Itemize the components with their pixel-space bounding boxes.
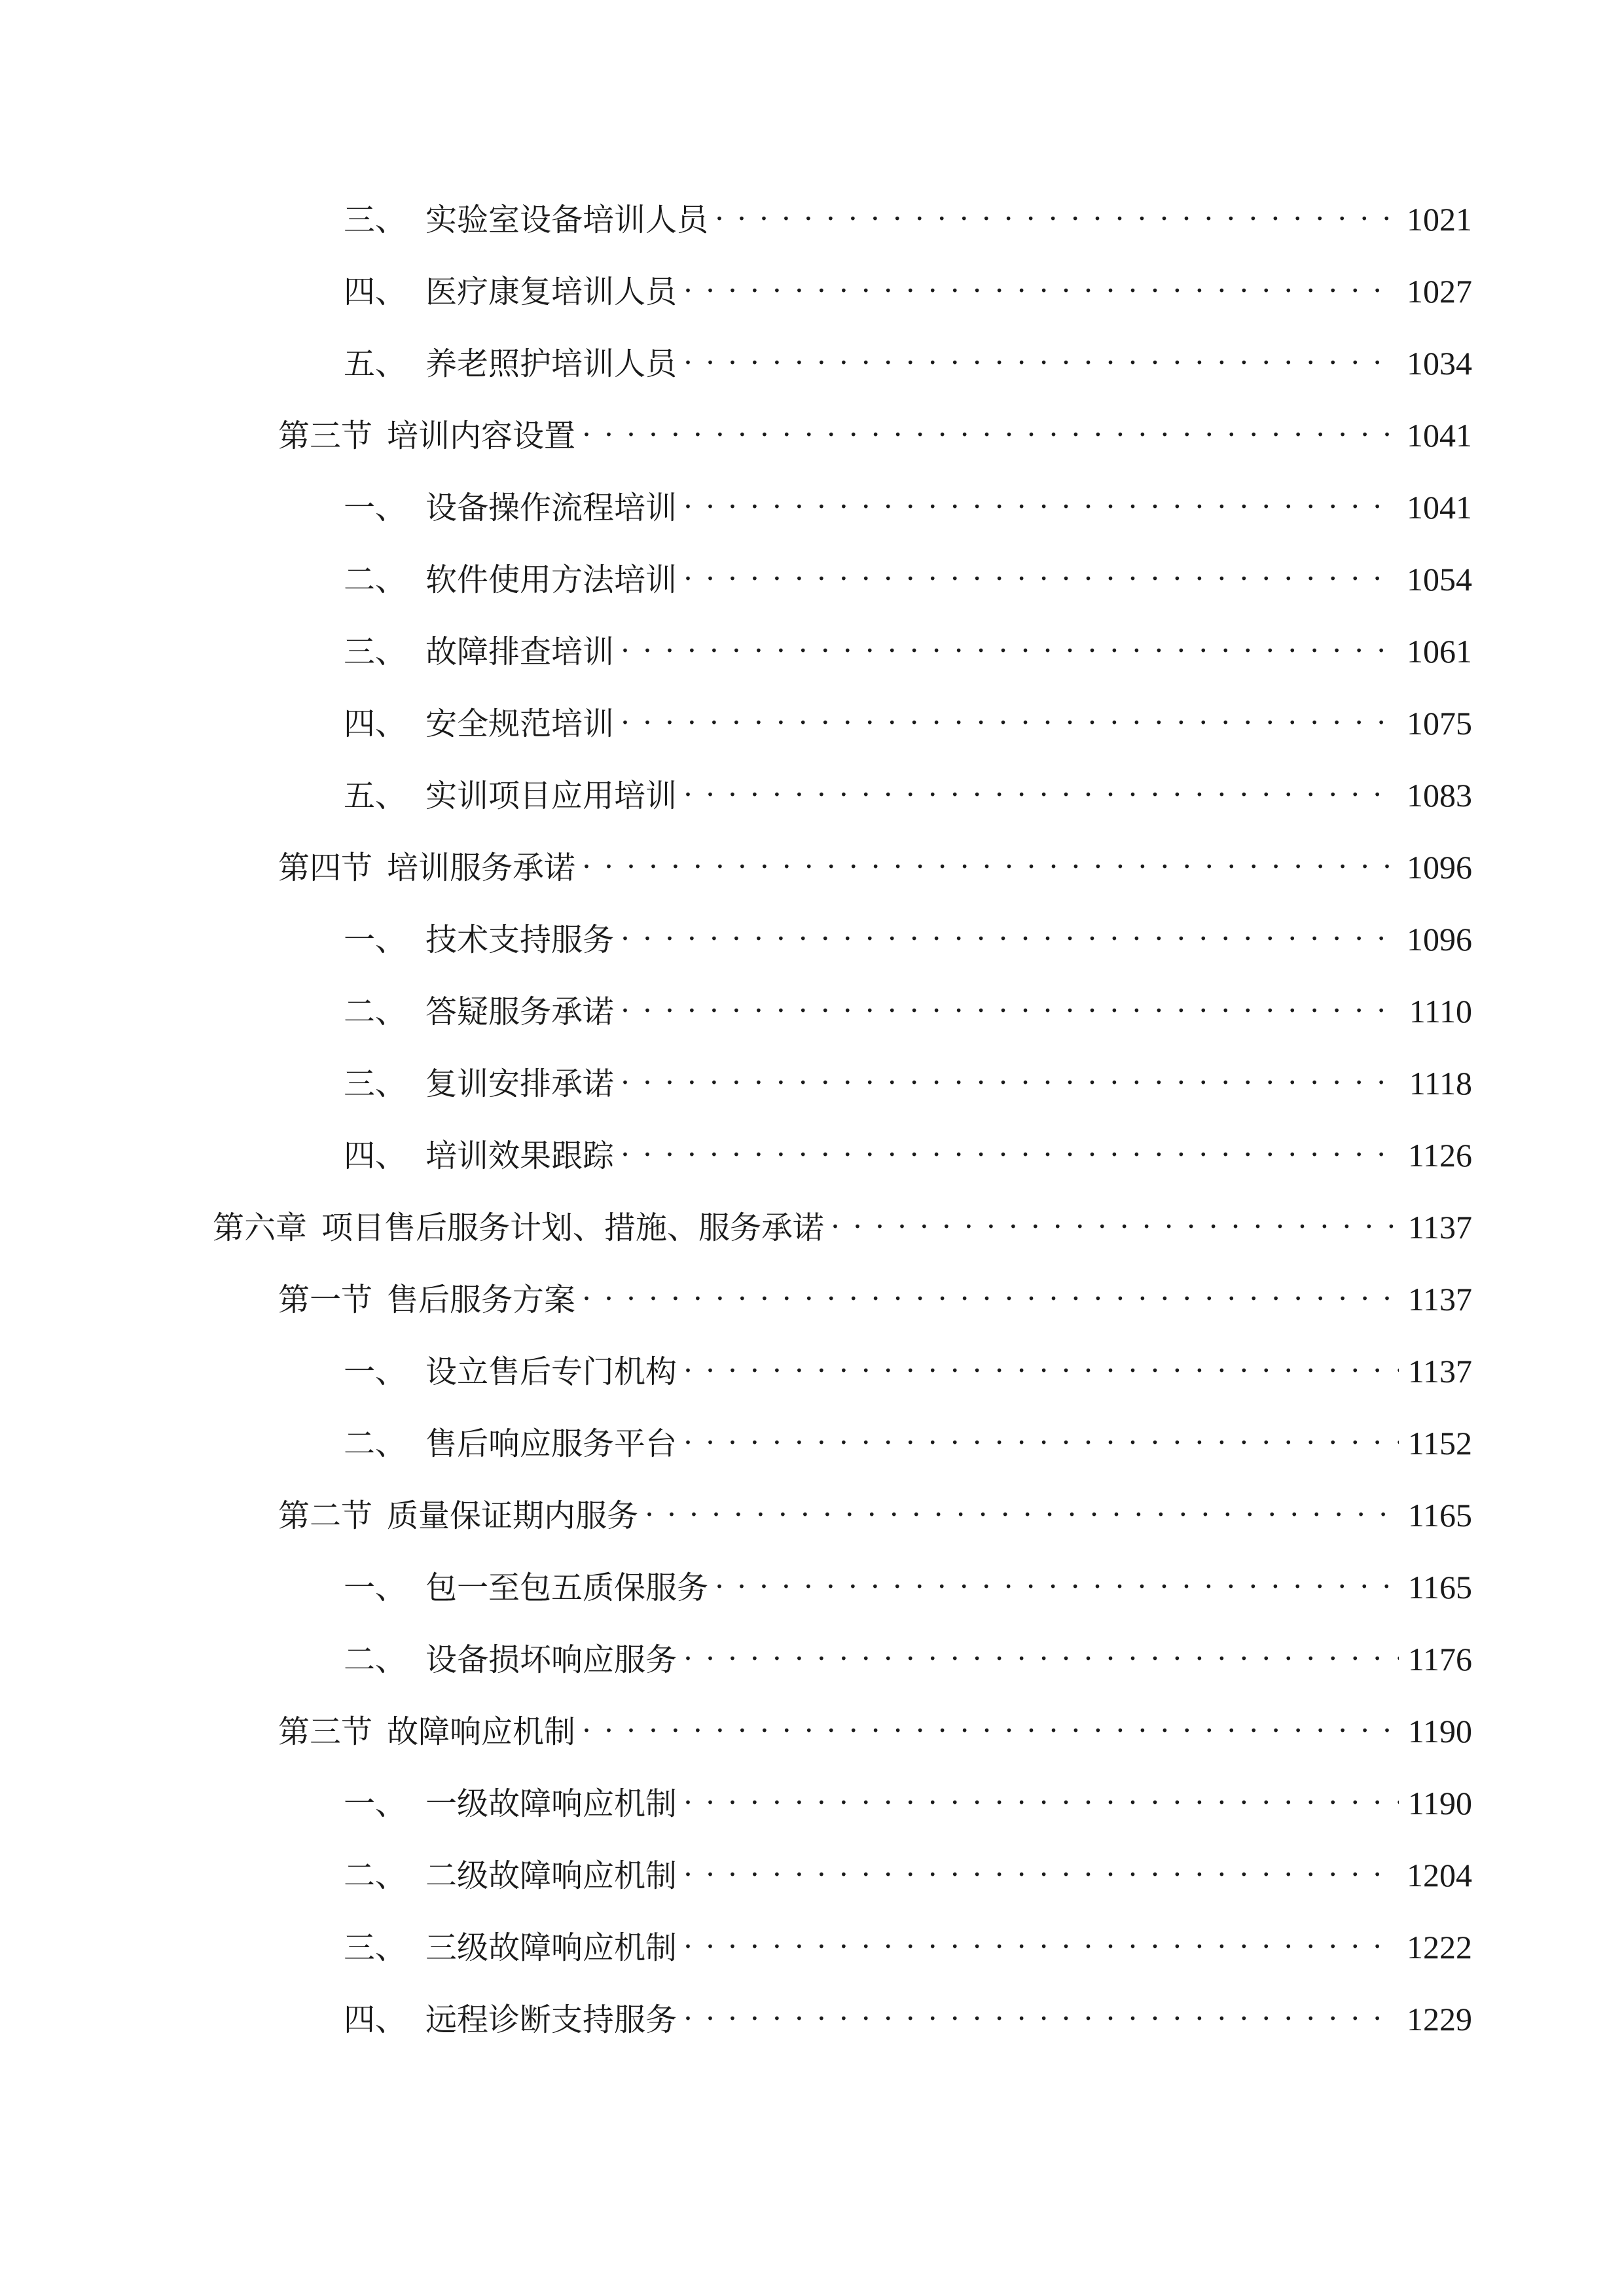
toc-entry-title: 项目售后服务计划、措施、服务承诺 <box>321 1210 825 1246</box>
toc-entry-title: 包一至包五质保服务 <box>425 1570 709 1606</box>
toc-entry-title: 远程诊断支持服务 <box>425 2001 677 2038</box>
toc-entry[interactable] <box>0 243 1624 315</box>
toc-entry-page-number: 1126 <box>1407 1137 1472 1174</box>
toc-entry-page-number: 1165 <box>1407 1569 1472 1605</box>
toc-entry[interactable] <box>0 1395 1624 1467</box>
toc-entry-row <box>278 1487 1472 1535</box>
toc-entry-number: 一、 <box>344 1354 407 1390</box>
toc-entry-number: 二、 <box>344 562 407 598</box>
toc-entry-row <box>344 1415 1472 1463</box>
toc-entry-title: 二级故障响应机制 <box>425 1857 677 1894</box>
dot-leader <box>683 1631 1399 1670</box>
toc-entry-page-number: 1041 <box>1407 489 1472 526</box>
toc-entry[interactable] <box>0 171 1624 243</box>
toc-entry-page-number: 1137 <box>1407 1353 1472 1390</box>
toc-entry-title: 软件使用方法培训 <box>425 562 677 598</box>
toc-entry-number: 第二节 <box>278 1498 373 1534</box>
dot-leader <box>582 407 1398 446</box>
toc-entry-title: 培训服务承诺 <box>387 850 576 886</box>
toc-entry-title: 售后服务方案 <box>387 1282 576 1318</box>
toc-entry-page-number: 1222 <box>1407 1929 1472 1965</box>
toc-entry-number: 一、 <box>344 490 407 526</box>
toc-entry-title: 养老照护培训人员 <box>425 346 677 382</box>
dot-leader <box>582 839 1398 878</box>
dot-leader <box>715 1559 1399 1598</box>
toc-entry[interactable] <box>0 1899 1624 1971</box>
dot-leader <box>621 1055 1400 1094</box>
toc-entry[interactable] <box>0 387 1624 459</box>
toc-entry-row <box>278 1271 1472 1319</box>
toc-entry-page-number: 1176 <box>1407 1641 1472 1677</box>
toc-entry-title: 设备操作流程培训 <box>425 490 677 526</box>
toc-entry-row <box>344 1631 1472 1679</box>
toc-entry-row <box>344 1991 1472 2039</box>
toc-entry-page-number: 1190 <box>1407 1713 1472 1749</box>
toc-entry[interactable] <box>0 1179 1624 1251</box>
toc-entry[interactable] <box>0 1827 1624 1899</box>
dot-leader <box>621 983 1400 1022</box>
toc-entry-title: 复训安排承诺 <box>425 1066 615 1102</box>
toc-entry-title: 设立售后专门机构 <box>425 1354 677 1390</box>
toc-entry-number: 四、 <box>344 1138 407 1174</box>
dot-leader <box>831 1199 1399 1238</box>
toc-entry-row <box>344 1919 1472 1967</box>
toc-entry-number: 三、 <box>344 1929 407 1966</box>
dot-leader <box>683 263 1398 302</box>
toc-entry-number: 五、 <box>344 346 407 382</box>
toc-entry[interactable] <box>0 747 1624 819</box>
toc-entry-row <box>278 839 1472 888</box>
toc-entry[interactable] <box>0 603 1624 675</box>
toc-entry-title: 一级故障响应机制 <box>425 1785 677 1822</box>
toc-entry-row <box>278 1703 1472 1751</box>
dot-leader <box>683 335 1398 374</box>
dot-leader <box>683 767 1398 806</box>
toc-entry-number: 二、 <box>344 994 407 1030</box>
toc-entry-page-number: 1204 <box>1407 1857 1472 1893</box>
toc-entry-number: 四、 <box>344 2001 407 2038</box>
toc-entry-number: 一、 <box>344 1785 407 1822</box>
toc-entry-row <box>344 479 1472 528</box>
toc-entry-number: 二、 <box>344 1641 407 1678</box>
toc-entry-title: 医疗康复培训人员 <box>425 274 677 310</box>
toc-entry-page-number: 1190 <box>1407 1785 1472 1821</box>
toc-entry[interactable] <box>0 1323 1624 1395</box>
toc-entry-page-number: 1034 <box>1407 345 1472 382</box>
dot-leader <box>683 1343 1399 1382</box>
toc-entry[interactable] <box>0 1035 1624 1107</box>
toc-entry-title: 培训效果跟踪 <box>425 1138 615 1174</box>
toc-entry-number: 四、 <box>344 274 407 310</box>
toc-entry-row <box>213 1199 1472 1247</box>
toc-entry-number: 第四节 <box>278 850 373 886</box>
dot-leader <box>582 1271 1399 1310</box>
toc-entry-row <box>344 1127 1472 1175</box>
toc-entry-page-number: 1075 <box>1407 705 1472 742</box>
dot-leader <box>621 623 1398 662</box>
toc-entry-title: 培训内容设置 <box>387 418 576 454</box>
toc-entry-row <box>344 1343 1472 1391</box>
toc-entry-row <box>344 1775 1472 1823</box>
toc-entry-number: 三、 <box>344 1066 407 1102</box>
toc-entry-page-number: 1165 <box>1407 1497 1472 1534</box>
toc-entry-number: 二、 <box>344 1426 407 1462</box>
toc-entry-page-number: 1229 <box>1407 2001 1472 2037</box>
toc-entry[interactable] <box>0 1251 1624 1323</box>
toc-entry[interactable] <box>0 315 1624 387</box>
toc-entry[interactable] <box>0 1755 1624 1827</box>
dot-leader <box>683 1415 1399 1454</box>
toc-entry-page-number: 1083 <box>1407 777 1472 814</box>
toc-entry-title: 质量保证期内服务 <box>387 1498 639 1534</box>
toc-entry-number: 第一节 <box>278 1282 373 1318</box>
toc-entry[interactable] <box>0 531 1624 603</box>
toc-entry[interactable] <box>0 675 1624 747</box>
toc-entry-title: 技术支持服务 <box>425 922 615 958</box>
toc-entry-row <box>344 767 1472 816</box>
toc-entry-page-number: 1041 <box>1407 417 1472 454</box>
toc-entry[interactable] <box>0 1539 1624 1611</box>
dot-leader <box>683 1775 1399 1814</box>
toc-entry-page-number: 1054 <box>1407 561 1472 598</box>
toc-entry-title: 答疑服务承诺 <box>425 994 615 1030</box>
toc-entry-title: 故障响应机制 <box>387 1713 576 1750</box>
toc-entry-title: 三级故障响应机制 <box>425 1929 677 1966</box>
dot-leader <box>621 695 1398 734</box>
toc-entry-page-number: 1096 <box>1407 921 1472 958</box>
toc-entry-title: 实验室设备培训人员 <box>425 202 709 238</box>
dot-leader <box>621 1127 1399 1166</box>
toc-entry-title: 故障排查培训 <box>425 634 615 670</box>
toc-entry-number: 二、 <box>344 1857 407 1894</box>
toc-entry-number: 三、 <box>344 634 407 670</box>
toc-entry-row <box>278 407 1472 456</box>
dot-leader <box>645 1487 1399 1526</box>
toc-entry[interactable] <box>0 459 1624 531</box>
toc-entry-page-number: 1137 <box>1407 1281 1472 1318</box>
toc-entry-number: 一、 <box>344 922 407 958</box>
toc-entry-title: 设备损坏响应服务 <box>425 1641 677 1678</box>
toc-entry[interactable] <box>0 1611 1624 1683</box>
toc-entry-number: 第三节 <box>278 1713 373 1750</box>
toc-entry-page-number: 1137 <box>1407 1209 1472 1246</box>
toc-entry-row <box>344 623 1472 672</box>
toc-entry[interactable] <box>0 819 1624 891</box>
toc-entry-number: 第六章 <box>213 1210 308 1246</box>
toc-entry-row <box>344 1559 1472 1607</box>
dot-leader <box>683 1847 1398 1886</box>
toc-entry-page-number: 1096 <box>1407 849 1472 886</box>
table-of-contents <box>0 171 1624 2043</box>
toc-entry[interactable] <box>0 1107 1624 1179</box>
dot-leader <box>582 1703 1399 1742</box>
toc-entry-row <box>344 911 1472 960</box>
toc-entry-number: 三、 <box>344 202 407 238</box>
toc-entry-title: 售后响应服务平台 <box>425 1426 677 1462</box>
toc-entry[interactable] <box>0 1683 1624 1755</box>
toc-entry-row <box>344 1847 1472 1895</box>
toc-entry[interactable] <box>0 963 1624 1035</box>
toc-entry-row <box>344 191 1472 240</box>
toc-entry-row <box>344 335 1472 384</box>
toc-entry-page-number: 1021 <box>1407 201 1472 238</box>
toc-entry-number: 四、 <box>344 706 407 742</box>
dot-leader <box>683 1919 1398 1958</box>
toc-entry-page-number: 1027 <box>1407 273 1472 310</box>
toc-entry-row <box>344 263 1472 312</box>
dot-leader <box>683 1991 1398 2030</box>
toc-entry-number: 一、 <box>344 1570 407 1606</box>
toc-entry-page-number: 1152 <box>1407 1425 1472 1462</box>
toc-entry-page-number: 1118 <box>1409 1065 1472 1102</box>
toc-entry[interactable] <box>0 891 1624 963</box>
dot-leader <box>683 479 1398 518</box>
toc-entry-row <box>344 983 1472 1031</box>
toc-entry-number: 五、 <box>344 778 407 814</box>
toc-entry-title: 安全规范培训 <box>425 706 615 742</box>
dot-leader <box>683 551 1398 590</box>
dot-leader <box>715 191 1398 230</box>
toc-entry[interactable] <box>0 1467 1624 1539</box>
dot-leader <box>621 911 1398 950</box>
toc-entry-page-number: 1110 <box>1409 993 1472 1030</box>
toc-entry-page-number: 1061 <box>1407 633 1472 670</box>
toc-entry-row <box>344 1055 1472 1103</box>
toc-entry-row <box>344 551 1472 600</box>
toc-entry-row <box>344 695 1472 744</box>
toc-entry[interactable] <box>0 1971 1624 2043</box>
toc-entry-number: 第三节 <box>278 418 373 454</box>
toc-entry-title: 实训项目应用培训 <box>425 778 677 814</box>
